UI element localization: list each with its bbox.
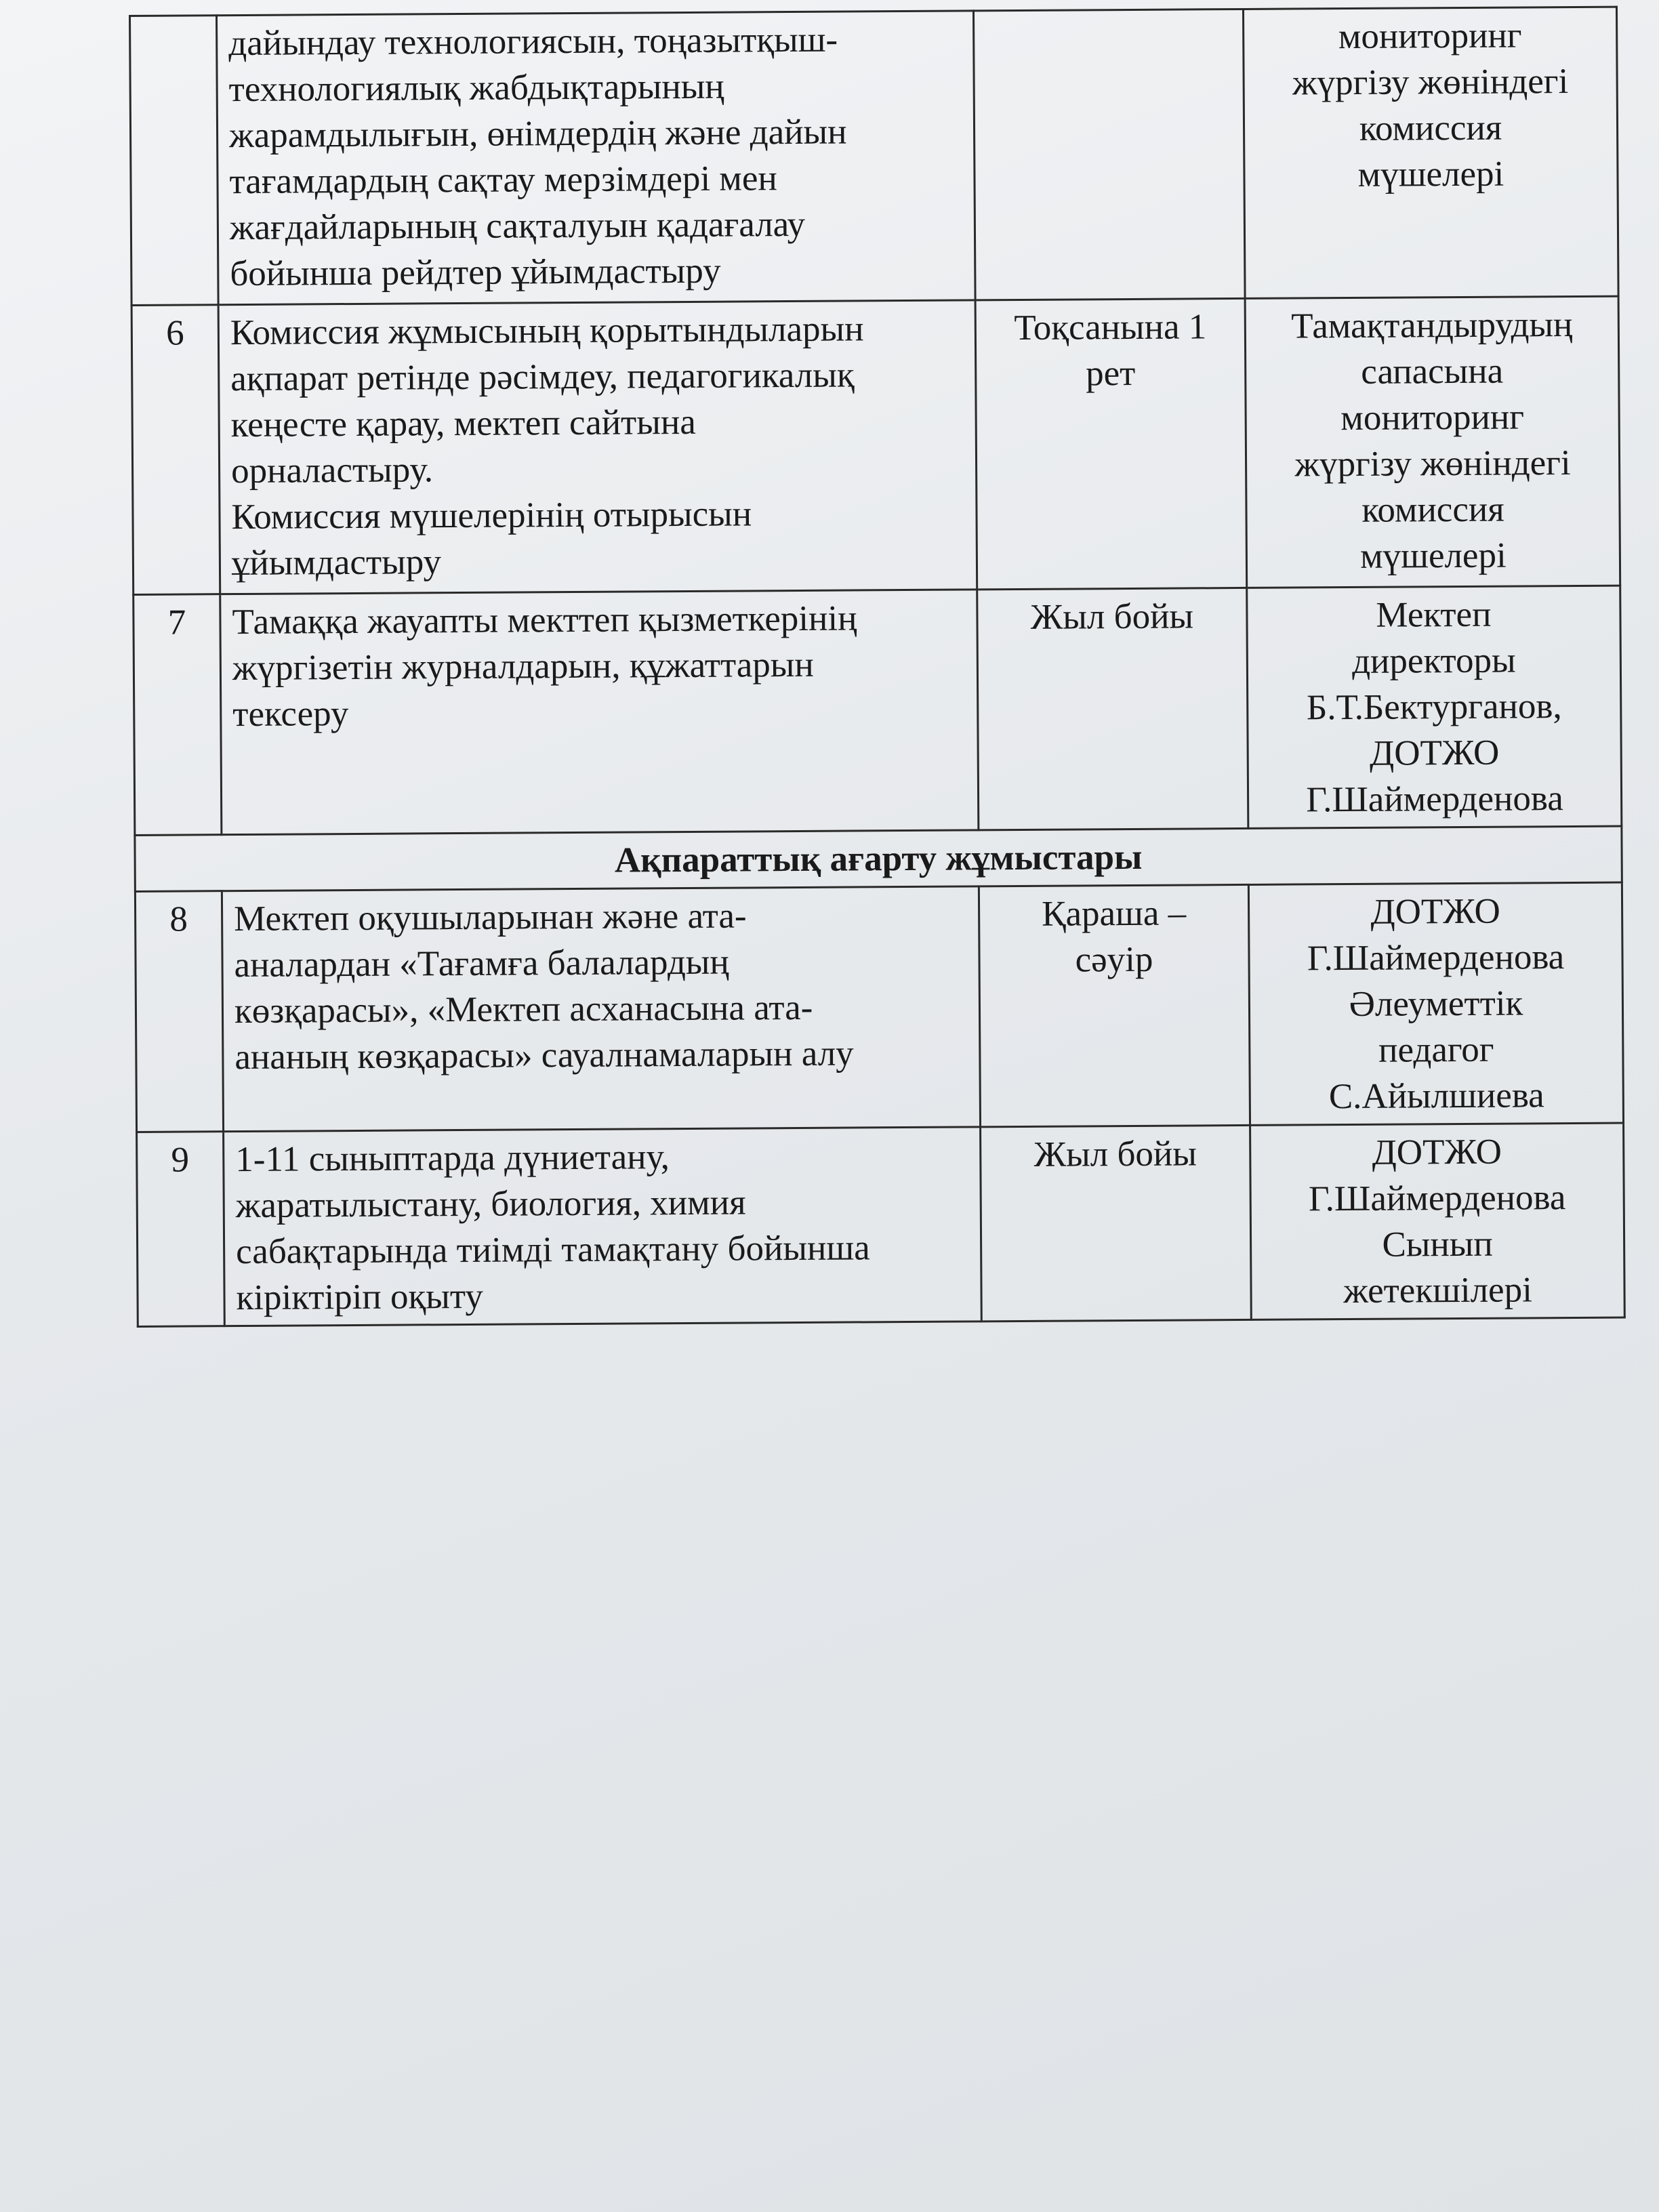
deadline-cell: Қараша – сәуір <box>979 884 1250 1126</box>
responsible-cell: ДОТЖО Г.Шаймерденова Әлеуметтік педагог С.Айылшиева <box>1248 882 1623 1125</box>
responsible-cell: мониторинг жүргізу жөніндегі комиссия мүшелері <box>1243 7 1618 298</box>
table-row <box>131 296 1620 594</box>
row-number: 6 <box>131 305 220 595</box>
row-number <box>130 16 219 306</box>
deadline-cell: Жыл бойы <box>981 1125 1252 1321</box>
activity-cell: дайындау технологиясын, тоңазытқыш- технологиялық жабдықтарының жарамдылығын, өнімдердің және дайын тағамдардың сақтау мерзімдері мен жағдайларының сақталуын қадағалау бойынша рейдтер ұйымдастыру <box>217 11 976 305</box>
activity-cell: Комиссия жұмысының қорытындыларын ақпарат ретінде рәсімдеу, педагогикалық кеңесте қарау, мектеп сайтына орналастыру. Комиссия мүшелерінің отырысын ұйымдастыру <box>218 300 977 594</box>
table-row <box>134 586 1622 835</box>
row-number: 8 <box>135 891 223 1132</box>
table-row <box>135 882 1623 1132</box>
activity-cell: Мектеп оқушыларынан және ата- аналардан «Тағамға балалардың көзқарасы», «Мектеп асханасына ата- ананың көзқарасы» сауалнамаларын алу <box>222 886 980 1132</box>
section-row <box>135 826 1622 891</box>
table-row <box>137 1123 1625 1326</box>
deadline-cell: Тоқсанына 1 рет <box>975 298 1247 589</box>
document-sheet <box>129 6 1624 1328</box>
deadline-cell: Жыл бойы <box>977 588 1248 830</box>
plan-table <box>129 6 1626 1328</box>
table-row <box>130 7 1619 305</box>
activity-cell: Тамаққа жауапты мекттеп қызметкерінің жүргізетін журналдарын, құжаттарын тексеру <box>220 590 979 835</box>
responsible-cell: ДОТЖО Г.Шаймерденова Сынып жетекшілері <box>1250 1123 1625 1319</box>
deadline-cell <box>973 9 1245 300</box>
section-title: Ақпараттық ағарту жұмыстары <box>135 826 1622 891</box>
responsible-cell: Мектеп директоры Б.Т.Бектурганов, ДОТЖО Г.Шаймерденова <box>1247 586 1622 828</box>
row-number: 7 <box>134 594 222 836</box>
row-number: 9 <box>137 1132 225 1327</box>
activity-cell: 1-11 сыныптарда дүниетану, жаратылыстану, биология, химия сабақтарында тиімді тамақтану бойынша кіріктіріп оқыту <box>224 1127 982 1326</box>
responsible-cell: Тамақтандырудың сапасына мониторинг жүргізу жөніндегі комиссия мүшелері <box>1245 296 1620 588</box>
